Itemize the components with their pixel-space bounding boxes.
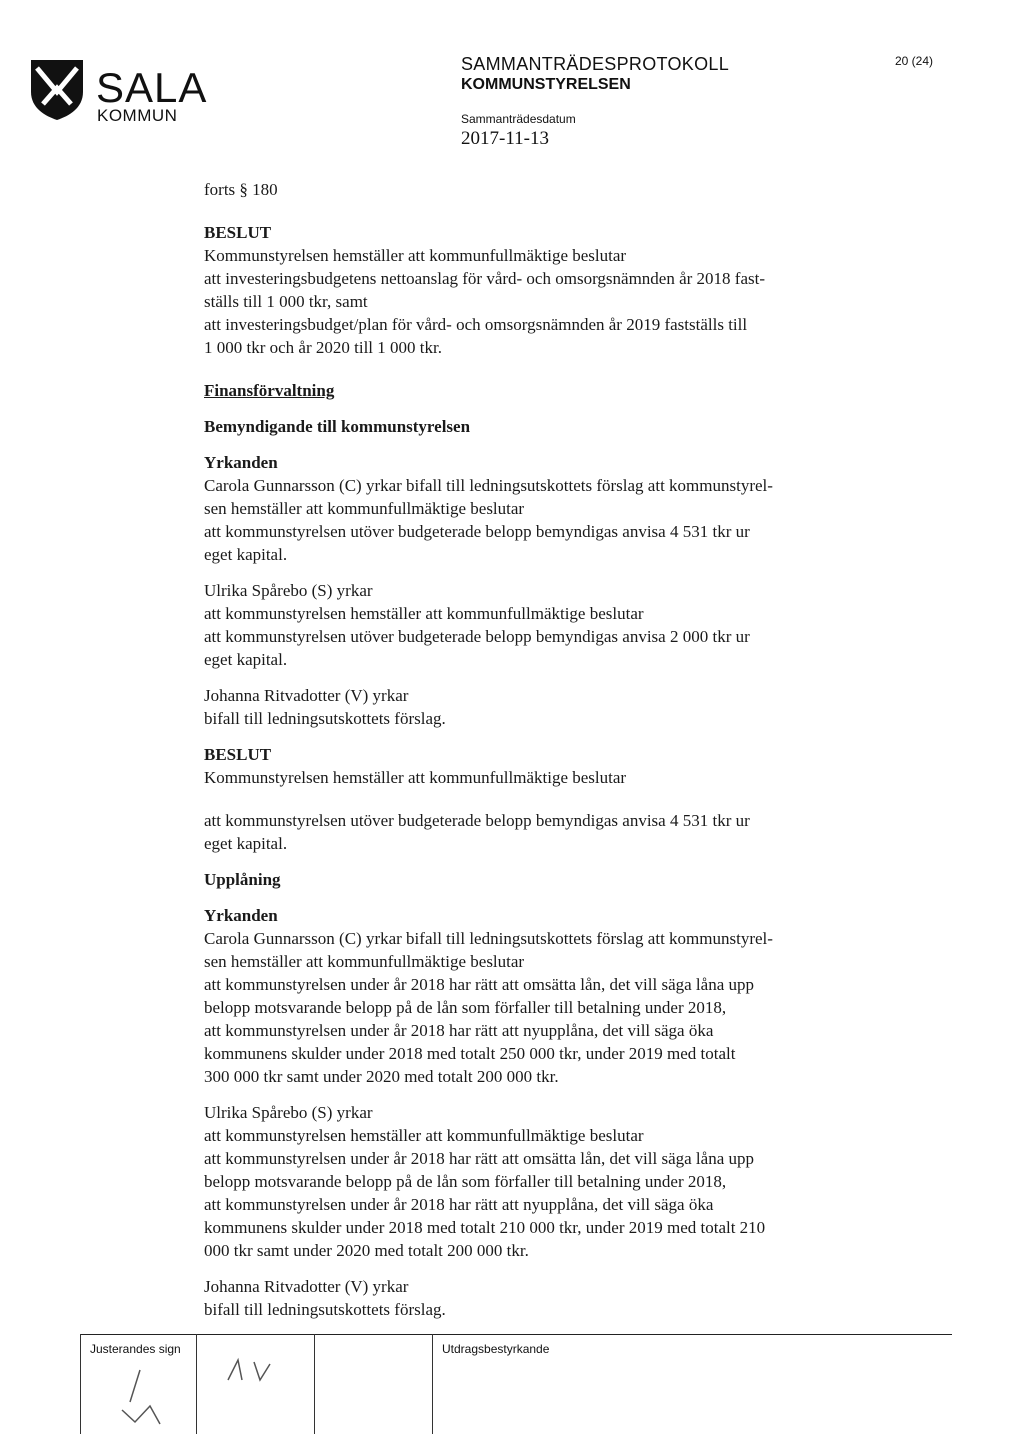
document-title: SAMMANTRÄDESPROTOKOLL bbox=[461, 54, 730, 74]
protocol-body bbox=[204, 178, 884, 1321]
motion-line: att kommunstyrelsen hemställer att kommunfullmäktige beslutar bbox=[204, 604, 644, 623]
motion-line: Ulrika Spårebo (S) yrkar bbox=[204, 1103, 373, 1122]
beslut-line: att investeringsbudget/plan för vård- och omsorgsnämnden år 2019 fastställs till bbox=[204, 315, 748, 334]
motion-line: Johanna Ritvadotter (V) yrkar bbox=[204, 1277, 409, 1296]
motion-line: att kommunstyrelsen under år 2018 har rätt att nyupplåna, det vill säga öka bbox=[204, 1195, 714, 1214]
motion-line: att kommunstyrelsen utöver budgeterade belopp bemyndigas anvisa 2 000 tkr ur bbox=[204, 627, 750, 646]
subheading-bemyndigande: Bemyndigande till kommunstyrelsen bbox=[204, 417, 471, 436]
yrkanden-heading: Yrkanden bbox=[204, 906, 278, 925]
motion-line: bifall till ledningsutskottets förslag. bbox=[204, 709, 446, 728]
motion-line: Carola Gunnarsson (C) yrkar bifall till ledningsutskottets förslag att kommunstyrel- bbox=[204, 476, 773, 495]
beslut-line: Kommunstyrelsen hemställer att kommunfullmäktige beslutar bbox=[204, 768, 627, 787]
sala-shield-icon bbox=[29, 58, 85, 122]
motion-line: Johanna Ritvadotter (V) yrkar bbox=[204, 686, 409, 705]
motion-line: sen hemställer att kommunfullmäktige beslutar bbox=[204, 952, 525, 971]
beslut-line: 1 000 tkr och år 2020 till 1 000 tkr. bbox=[204, 338, 442, 357]
motion-line: kommunens skulder under 2018 med totalt 250 000 tkr, under 2019 med totalt bbox=[204, 1044, 736, 1063]
beslut-heading: BESLUT bbox=[204, 745, 272, 764]
yrkanden-heading: Yrkanden bbox=[204, 453, 278, 472]
page-number: 20 (24) bbox=[895, 54, 934, 68]
beslut-line: ställs till 1 000 tkr, samt bbox=[204, 292, 368, 311]
logo-subtitle: KOMMUN bbox=[97, 106, 178, 125]
motion-line: 000 tkr samt under 2020 med totalt 200 000 tkr. bbox=[204, 1241, 529, 1260]
meeting-date: 2017-11-13 bbox=[461, 128, 549, 149]
section-heading-finansforvaltning: Finansförvaltning bbox=[204, 381, 335, 400]
justerandes-sign-label: Justerandes sign bbox=[90, 1342, 181, 1356]
beslut-line: att investeringsbudgetens nettoanslag för vård- och omsorgsnämnden år 2018 fast- bbox=[204, 269, 766, 288]
motion-line: att kommunstyrelsen hemställer att kommunfullmäktige beslutar bbox=[204, 1126, 644, 1145]
motion-line: att kommunstyrelsen under år 2018 har rätt att omsätta lån, det vill säga låna upp bbox=[204, 1149, 754, 1168]
motion-line: belopp motsvarande belopp på de lån som förfaller till betalning under 2018, bbox=[204, 1172, 727, 1191]
motion-line: att kommunstyrelsen utöver budgeterade belopp bemyndigas anvisa 4 531 tkr ur bbox=[204, 522, 750, 541]
footer-rule bbox=[80, 1334, 952, 1335]
motion-line: sen hemställer att kommunfullmäktige beslutar bbox=[204, 499, 525, 518]
motion-line: bifall till ledningsutskottets förslag. bbox=[204, 1300, 446, 1319]
beslut-line: Kommunstyrelsen hemställer att kommunfullmäktige beslutar bbox=[204, 246, 627, 265]
section-heading-upplaning: Upplåning bbox=[204, 870, 281, 889]
footer-divider bbox=[432, 1334, 433, 1434]
signature-icon bbox=[220, 1350, 280, 1390]
motion-line: eget kapital. bbox=[204, 650, 288, 669]
motion-line: belopp motsvarande belopp på de lån som förfaller till betalning under 2018, bbox=[204, 998, 727, 1017]
motion-line: 300 000 tkr samt under 2020 med totalt 200 000 tkr. bbox=[204, 1067, 559, 1086]
logo-name: SALA bbox=[96, 64, 208, 111]
footer-divider bbox=[80, 1334, 81, 1434]
beslut-line: eget kapital. bbox=[204, 834, 288, 853]
motion-line: att kommunstyrelsen under år 2018 har rätt att nyupplåna, det vill säga öka bbox=[204, 1021, 714, 1040]
motion-line: kommunens skulder under 2018 med totalt 210 000 tkr, under 2019 med totalt 210 bbox=[204, 1218, 766, 1237]
beslut-heading: BESLUT bbox=[204, 223, 272, 242]
footer-divider bbox=[314, 1334, 315, 1434]
motion-line: Ulrika Spårebo (S) yrkar bbox=[204, 581, 373, 600]
organization-name: KOMMUNSTYRELSEN bbox=[461, 76, 631, 93]
beslut-line: att kommunstyrelsen utöver budgeterade belopp bemyndigas anvisa 4 531 tkr ur bbox=[204, 811, 750, 830]
utdragsbestyrkande-label: Utdragsbestyrkande bbox=[442, 1342, 550, 1356]
motion-line: att kommunstyrelsen under år 2018 har rätt att omsätta lån, det vill säga låna upp bbox=[204, 975, 754, 994]
meeting-date-label: Sammanträdesdatum bbox=[461, 112, 576, 126]
forts-label: forts § 180 bbox=[204, 180, 278, 199]
footer-divider bbox=[196, 1334, 197, 1434]
motion-line: eget kapital. bbox=[204, 545, 288, 564]
motion-line: Carola Gunnarsson (C) yrkar bifall till ledningsutskottets förslag att kommunstyrel- bbox=[204, 929, 773, 948]
signature-icon bbox=[100, 1362, 190, 1432]
